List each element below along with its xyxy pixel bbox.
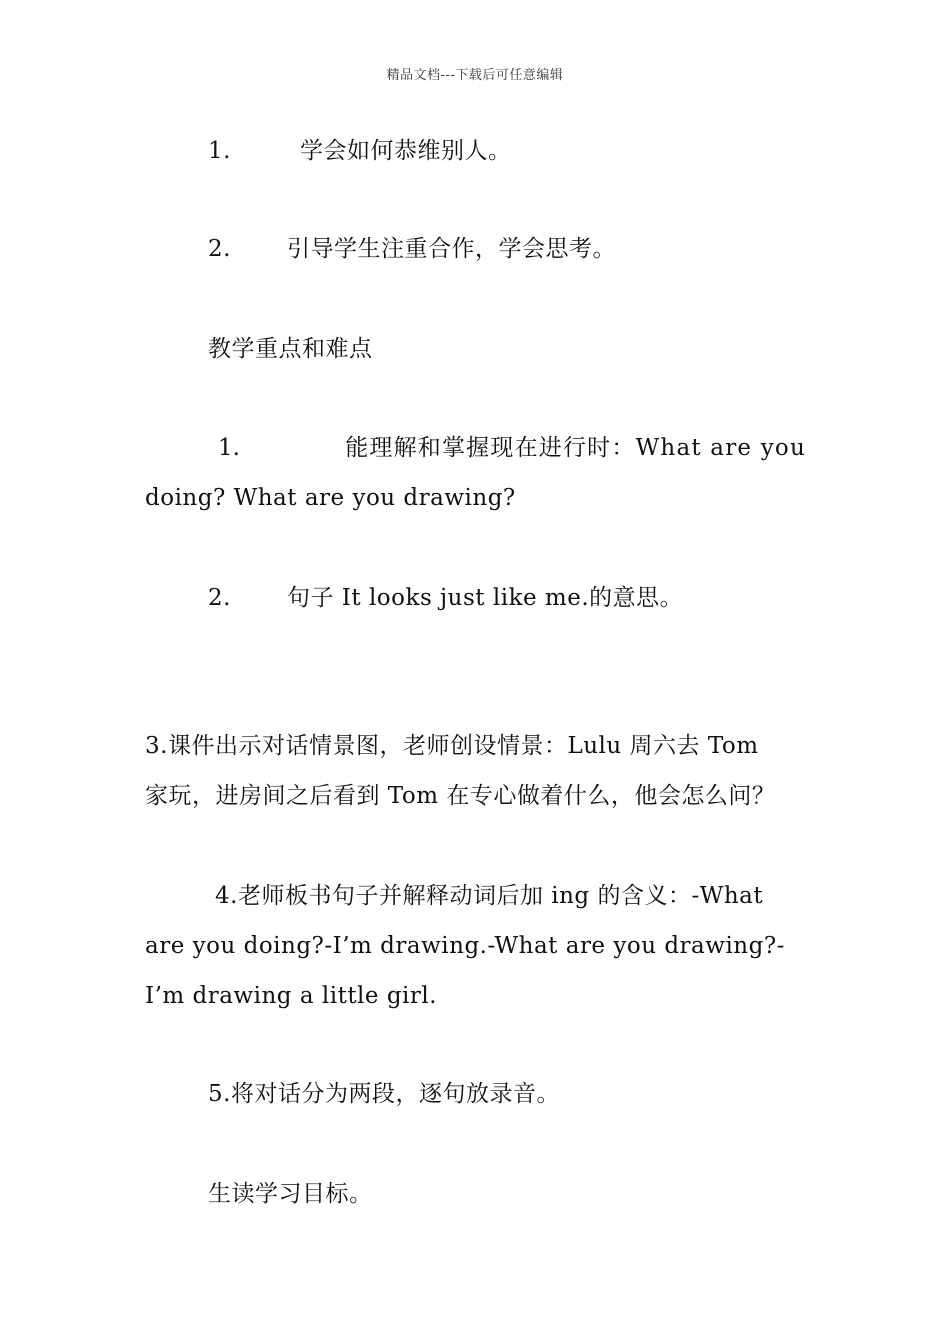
- key-point-2-text: 句子 It looks just like me.的意思。: [287, 585, 684, 611]
- closing-line: 生读学习目标。: [208, 1181, 373, 1207]
- key-point-1-line-1: [218, 437, 806, 460]
- objective-1-text: 学会如何恭维别人。: [300, 138, 512, 164]
- objective-1: [208, 140, 512, 163]
- step-4-line-2: are you doing?-I’m drawing.-What are you drawing?-: [145, 933, 785, 959]
- section-heading: 教学重点和难点: [208, 336, 373, 362]
- objective-2-number: 2.: [208, 236, 231, 262]
- step-5: 5.将对话分为两段，逐句放录音。: [208, 1081, 560, 1107]
- step-4-line-1: 4.老师板书句子并解释动词后加 ing 的含义：-What: [215, 883, 764, 909]
- step-4-line-3: I’m drawing a little girl.: [145, 983, 438, 1009]
- step-3-line-1: 3.课件出示对话情景图，老师创设情景：Lulu 周六去 Tom: [145, 733, 759, 759]
- objective-1-number: 1.: [208, 138, 231, 164]
- step-3-line-2: 家玩，进房间之后看到 Tom 在专心做着什么，他会怎么问？: [145, 783, 776, 809]
- key-point-2-number: 2.: [208, 585, 231, 611]
- page-header: 精品文档---下载后可任意编辑: [386, 68, 564, 83]
- key-point-2: [208, 587, 683, 610]
- key-point-1-number: 1.: [218, 435, 240, 461]
- objective-2-text: 引导学生注重合作，学会思考。: [287, 236, 616, 262]
- key-point-1-line-2: doing? What are you drawing?: [145, 485, 516, 511]
- objective-2: [208, 238, 616, 261]
- key-point-1-text-a: 能理解和掌握现在进行时：What are you: [345, 435, 806, 461]
